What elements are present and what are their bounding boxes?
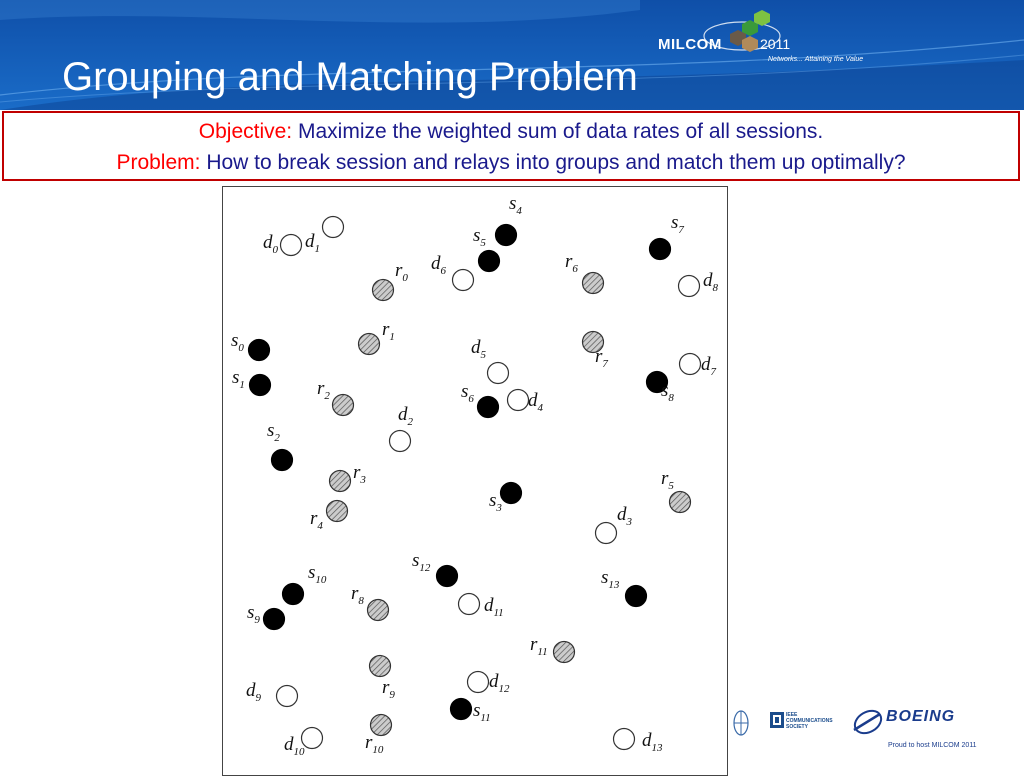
node-label: $s_5$ (473, 225, 486, 249)
destination-node-marker (508, 390, 529, 411)
node-d2 (390, 404, 414, 452)
node-label: $s_4$ (509, 193, 522, 217)
node-r1 (359, 319, 395, 355)
node-d6 (431, 253, 474, 291)
destination-node-marker (323, 217, 344, 238)
network-diagram (222, 186, 728, 776)
relay-node-marker (373, 280, 394, 301)
boeing-logo-icon (850, 704, 886, 740)
destination-node-marker (390, 431, 411, 452)
node-r11 (530, 634, 575, 663)
node-label: $d_9$ (246, 680, 261, 704)
node-r8 (351, 583, 389, 621)
node-d12 (468, 671, 511, 695)
relay-node-marker (670, 492, 691, 513)
node-label: $s_8$ (661, 380, 674, 404)
node-label: $s_0$ (231, 330, 244, 354)
node-label: $r_4$ (310, 508, 323, 532)
node-label: $s_{12}$ (412, 550, 431, 574)
node-s2 (267, 420, 293, 471)
destination-node-marker (488, 363, 509, 384)
node-label: $r_9$ (382, 677, 395, 701)
source-node-marker (250, 375, 271, 396)
node-r3 (330, 462, 367, 492)
node-label: $r_6$ (565, 251, 578, 275)
destination-node-marker (614, 729, 635, 750)
node-label: $d_{10}$ (284, 734, 305, 758)
node-d8 (679, 270, 719, 297)
node-label: $d_2$ (398, 404, 413, 428)
node-r6 (565, 251, 604, 294)
node-r2 (317, 378, 354, 416)
source-node-marker (451, 699, 472, 720)
node-label: $s_1$ (232, 367, 245, 391)
node-label: $d_{11}$ (484, 595, 504, 619)
destination-node-marker (468, 672, 489, 693)
node-label: $s_6$ (461, 381, 474, 405)
node-label: $d_{13}$ (642, 730, 663, 754)
sponsor-logos (730, 700, 1024, 768)
destination-node-marker (680, 354, 701, 375)
node-s8 (647, 372, 675, 405)
node-label: $d_7$ (701, 354, 716, 378)
node-label: $r_2$ (317, 378, 330, 402)
objective-text: Maximize the weighted sum of data rates of all sessions. (297, 120, 824, 143)
node-label: $d_4$ (528, 390, 543, 414)
node-label: $s_3$ (489, 490, 502, 514)
ieee-comsoc-icon (770, 712, 784, 728)
source-node-marker (437, 566, 458, 587)
node-d5 (471, 337, 509, 384)
source-node-marker (249, 340, 270, 361)
source-node-marker (479, 251, 500, 272)
relay-node-marker (330, 471, 351, 492)
node-s10 (283, 562, 327, 605)
destination-node-marker (302, 728, 323, 749)
relay-node-marker (583, 273, 604, 294)
milcom-logo (650, 10, 910, 80)
node-label: $r_7$ (595, 346, 608, 370)
node-s13 (601, 567, 647, 607)
node-d10 (284, 728, 323, 759)
relay-node-marker (359, 334, 380, 355)
node-label: $d_6$ (431, 253, 446, 277)
source-node-marker (501, 483, 522, 504)
brand-tagline: Networks... Attaining the Value (768, 56, 864, 63)
node-label: $d_1$ (305, 231, 320, 255)
node-r7 (583, 332, 609, 371)
node-s0 (231, 330, 270, 361)
relay-node-marker (368, 600, 389, 621)
node-s12 (412, 550, 458, 587)
source-node-marker (496, 225, 517, 246)
node-s7 (650, 212, 685, 260)
node-label: $d_5$ (471, 337, 486, 361)
node-d1 (305, 217, 344, 256)
ieee-comsoc-logo-text: IEEE COMMUNICATIONS SOCIETY (786, 712, 833, 730)
node-label: $s_{10}$ (308, 562, 327, 586)
node-label: $s_{13}$ (601, 567, 620, 591)
node-label: $r_{11}$ (530, 634, 548, 658)
source-node-marker (626, 586, 647, 607)
relay-node-marker (371, 715, 392, 736)
destination-node-marker (459, 594, 480, 615)
node-d0 (263, 232, 302, 256)
brand-name: MILCOM (658, 36, 722, 53)
objective-box (2, 111, 1020, 181)
destination-node-marker (453, 270, 474, 291)
node-d4 (508, 390, 544, 415)
node-s11 (451, 699, 491, 725)
node-label: $r_8$ (351, 583, 364, 607)
node-label: $s_7$ (671, 212, 684, 236)
source-node-marker (283, 584, 304, 605)
source-node-marker (650, 239, 671, 260)
destination-node-marker (281, 235, 302, 256)
objective-line (4, 116, 1018, 147)
node-label: $r_5$ (661, 468, 674, 492)
node-label: $r_1$ (382, 319, 395, 343)
relay-node-marker (554, 642, 575, 663)
destination-node-marker (596, 523, 617, 544)
node-label: $s_{11}$ (473, 700, 491, 724)
node-s1 (232, 367, 271, 396)
relay-node-marker (333, 395, 354, 416)
slide-title: Grouping and Matching Problem (62, 55, 638, 99)
globe-icon (732, 708, 750, 738)
node-r0 (373, 260, 409, 301)
node-label: $r_3$ (353, 462, 366, 486)
node-s3 (489, 483, 522, 515)
node-d7 (680, 354, 717, 379)
node-label: $r_0$ (395, 260, 408, 284)
node-r9 (370, 656, 396, 702)
network-diagram-canvas (223, 187, 729, 777)
source-node-marker (264, 609, 285, 630)
objective-label: Objective: (198, 120, 293, 143)
node-s9 (247, 602, 285, 630)
problem-line (4, 147, 1018, 178)
node-label: $d_{12}$ (489, 671, 510, 695)
destination-node-marker (277, 686, 298, 707)
node-r4 (310, 501, 348, 533)
boeing-wordmark: BOEING (886, 708, 956, 725)
node-s4 (496, 193, 523, 246)
boeing-tagline: Proud to host MILCOM 2011 (888, 742, 977, 749)
brand-year: 2011 (760, 36, 791, 52)
relay-node-marker (370, 656, 391, 677)
node-d9 (246, 680, 298, 707)
node-r10 (365, 715, 392, 757)
source-node-marker (272, 450, 293, 471)
node-label: $r_{10}$ (365, 732, 384, 756)
node-label: $d_0$ (263, 232, 278, 256)
node-d13 (614, 729, 664, 755)
relay-node-marker (327, 501, 348, 522)
destination-node-marker (679, 276, 700, 297)
node-label: $s_9$ (247, 602, 260, 626)
node-label: $d_8$ (703, 270, 718, 294)
node-label: $s_2$ (267, 420, 280, 444)
source-node-marker (478, 397, 499, 418)
problem-text: How to break session and relays into groups and match them up optimally? (206, 151, 906, 174)
problem-label: Problem: (116, 151, 201, 174)
node-d3 (596, 504, 633, 544)
node-d11 (459, 594, 504, 620)
node-s6 (461, 381, 499, 418)
node-r5 (661, 468, 691, 513)
node-label: $d_3$ (617, 504, 632, 528)
